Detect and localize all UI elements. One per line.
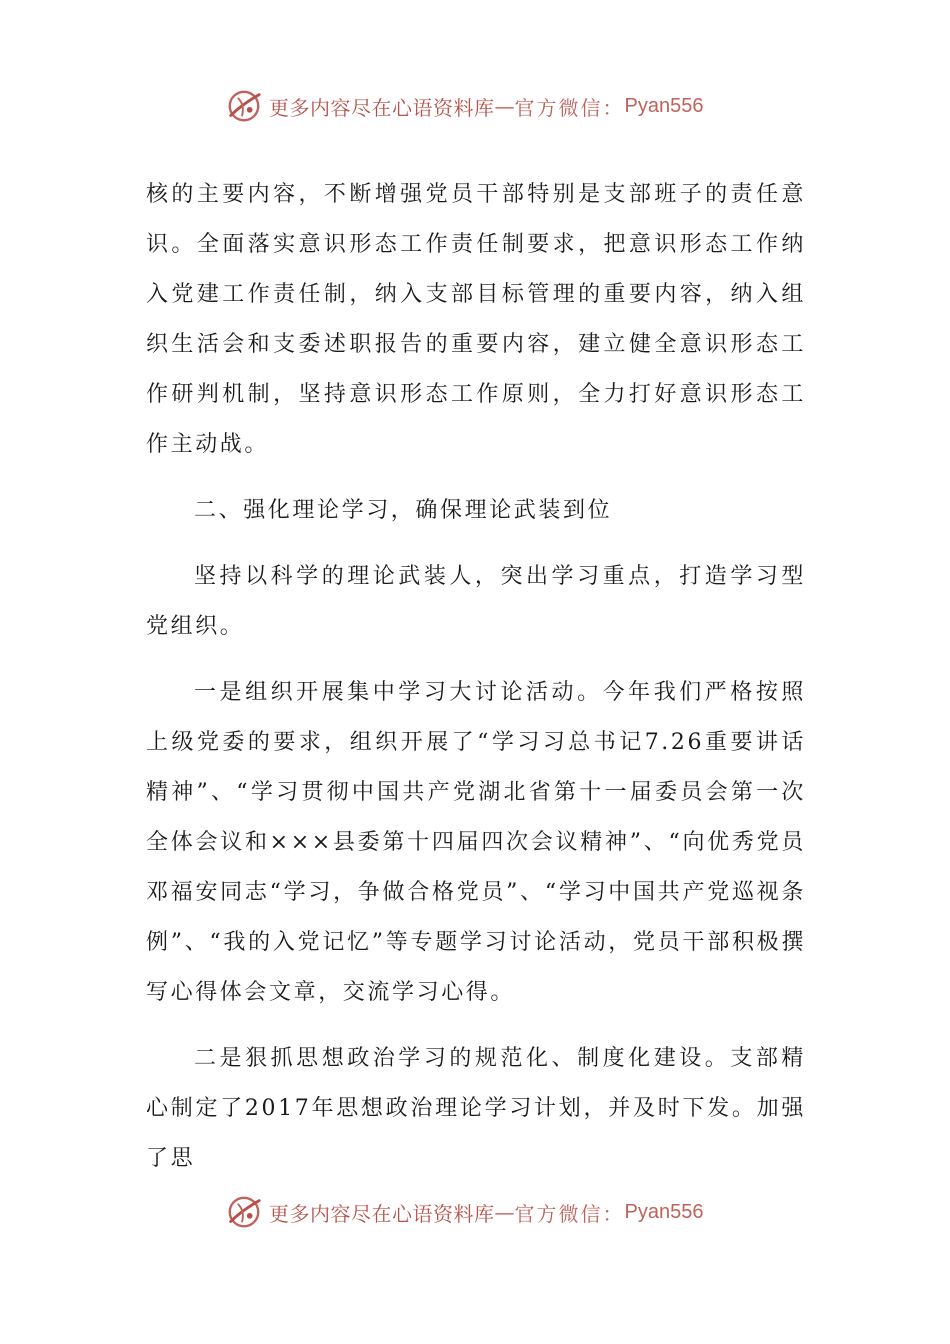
- brand-logo-icon: [225, 1193, 263, 1231]
- watermark-brand-text: 更多内容尽在心语资料库: [269, 95, 495, 120]
- watermark-wechat-id: Pyan556: [624, 94, 704, 117]
- paragraph-intro: 坚持以科学的理论武装人，突出学习重点，打造学习型党组织。: [146, 564, 806, 639]
- paragraph-continuation: 核的主要内容，不断增强党员干部特别是支部班子的责任意识。全面落实意识形态工作责任制要求，把意识形态工作纳入党建工作责任制，纳入支部目标管理的重要内容，纳入组织生活会和支委述职报告的重要内容，建立健全意识形态工作研判机制，坚持意识形态工作原则，全力打好意识形态工作主动战。: [146, 182, 806, 457]
- watermark-separator: —: [494, 1200, 515, 1224]
- watermark-banner-bottom: [225, 1190, 703, 1234]
- brand-logo-icon: [225, 87, 263, 125]
- watermark-brand-text: 更多内容尽在心语资料库: [269, 1201, 495, 1226]
- watermark-wechat-id: Pyan556: [624, 1200, 704, 1223]
- watermark-wechat-label: 官方微信：: [514, 1201, 625, 1226]
- paragraph-item-two: 二是狠抓思想政治学习的规范化、制度化建设。支部精心制定了2017年思想政治理论学习计划，并及时下发。加强了思: [146, 1046, 806, 1171]
- watermark-banner-top: [225, 84, 703, 128]
- paragraph-item-one: 一是组织开展集中学习大讨论活动。今年我们严格按照上级党委的要求，组织开展了“学习习总书记7.26重要讲话精神”、“学习贯彻中国共产党湖北省第十一届委员会第一次全体会议和×××县委第十四届四次会议精神”、“向优秀党员邓福安同志“学习，争做合格党员”、“学习中国共产党巡视条例”、“我的入党记忆”等专题学习讨论活动，党员干部积极撰写心得体会文章，交流学习心得。: [146, 680, 806, 1005]
- watermark-separator: —: [494, 94, 515, 118]
- watermark-wechat-label: 官方微信：: [514, 95, 625, 120]
- document-body: [146, 170, 806, 1184]
- section-heading: 二、强化理论学习，确保理论武装到位: [194, 498, 613, 523]
